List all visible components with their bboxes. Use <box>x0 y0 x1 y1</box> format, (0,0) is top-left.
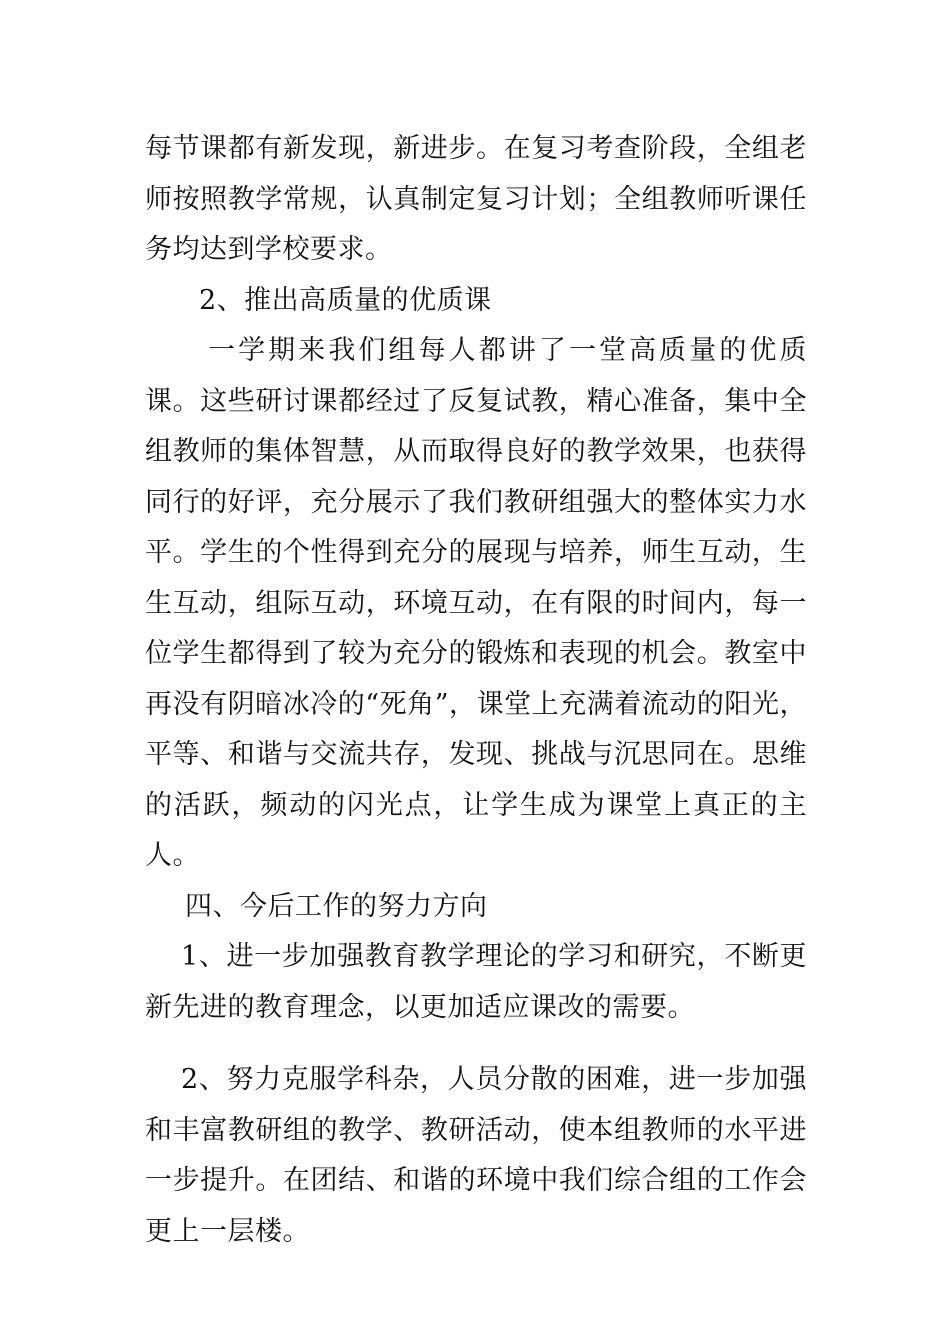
list-item-theory-study: 1、进一步加强教育教学理论的学习和研究，不断更新先进的教育理念，以更加适应课改的需要。 <box>145 941 807 1023</box>
paragraph-quality-lessons: 一学期来我们组每人都讲了一堂高质量的优质课。这些研讨课都经过了反复试教，精心准备，集中全组教师的集体智慧，从而取得良好的教学效果，也获得同行的好评，充分展示了我们教研组强大的整体实力水平。学生的个性得到充分的展现与培养，师生互动，生生互动，组际互动，环境互动，在有限的时间内，每一位学生都得到了较为充分的锻炼和表现的机会。教室中再没有阴暗冰冷的“死角”，课堂上充满着流动的阳光，平等、和谐与交流共存，发现、挑战与沉思同在。思维的活跃，频动的闪光点，让学生成为课堂上真正的主人。 <box>145 335 807 871</box>
document-page <box>145 124 807 1257</box>
subheading-quality-lessons: 2、推出高质量的优质课 <box>199 284 492 316</box>
section-heading-future-work: 四、今后工作的努力方向 <box>185 890 488 922</box>
list-item-overcome-difficulties: 2、努力克服学科杂，人员分散的困难，进一步加强和丰富教研组的教学、教研活动，使本组教师的水平进一步提升。在团结、和谐的环境中我们综合组的工作会更上一层楼。 <box>145 1064 807 1247</box>
paragraph-review-continuation: 每节课都有新发现，新进步。在复习考查阶段，全组老师按照教学常规，认真制定复习计划；全组教师听课任务均达到学校要求。 <box>145 133 807 265</box>
